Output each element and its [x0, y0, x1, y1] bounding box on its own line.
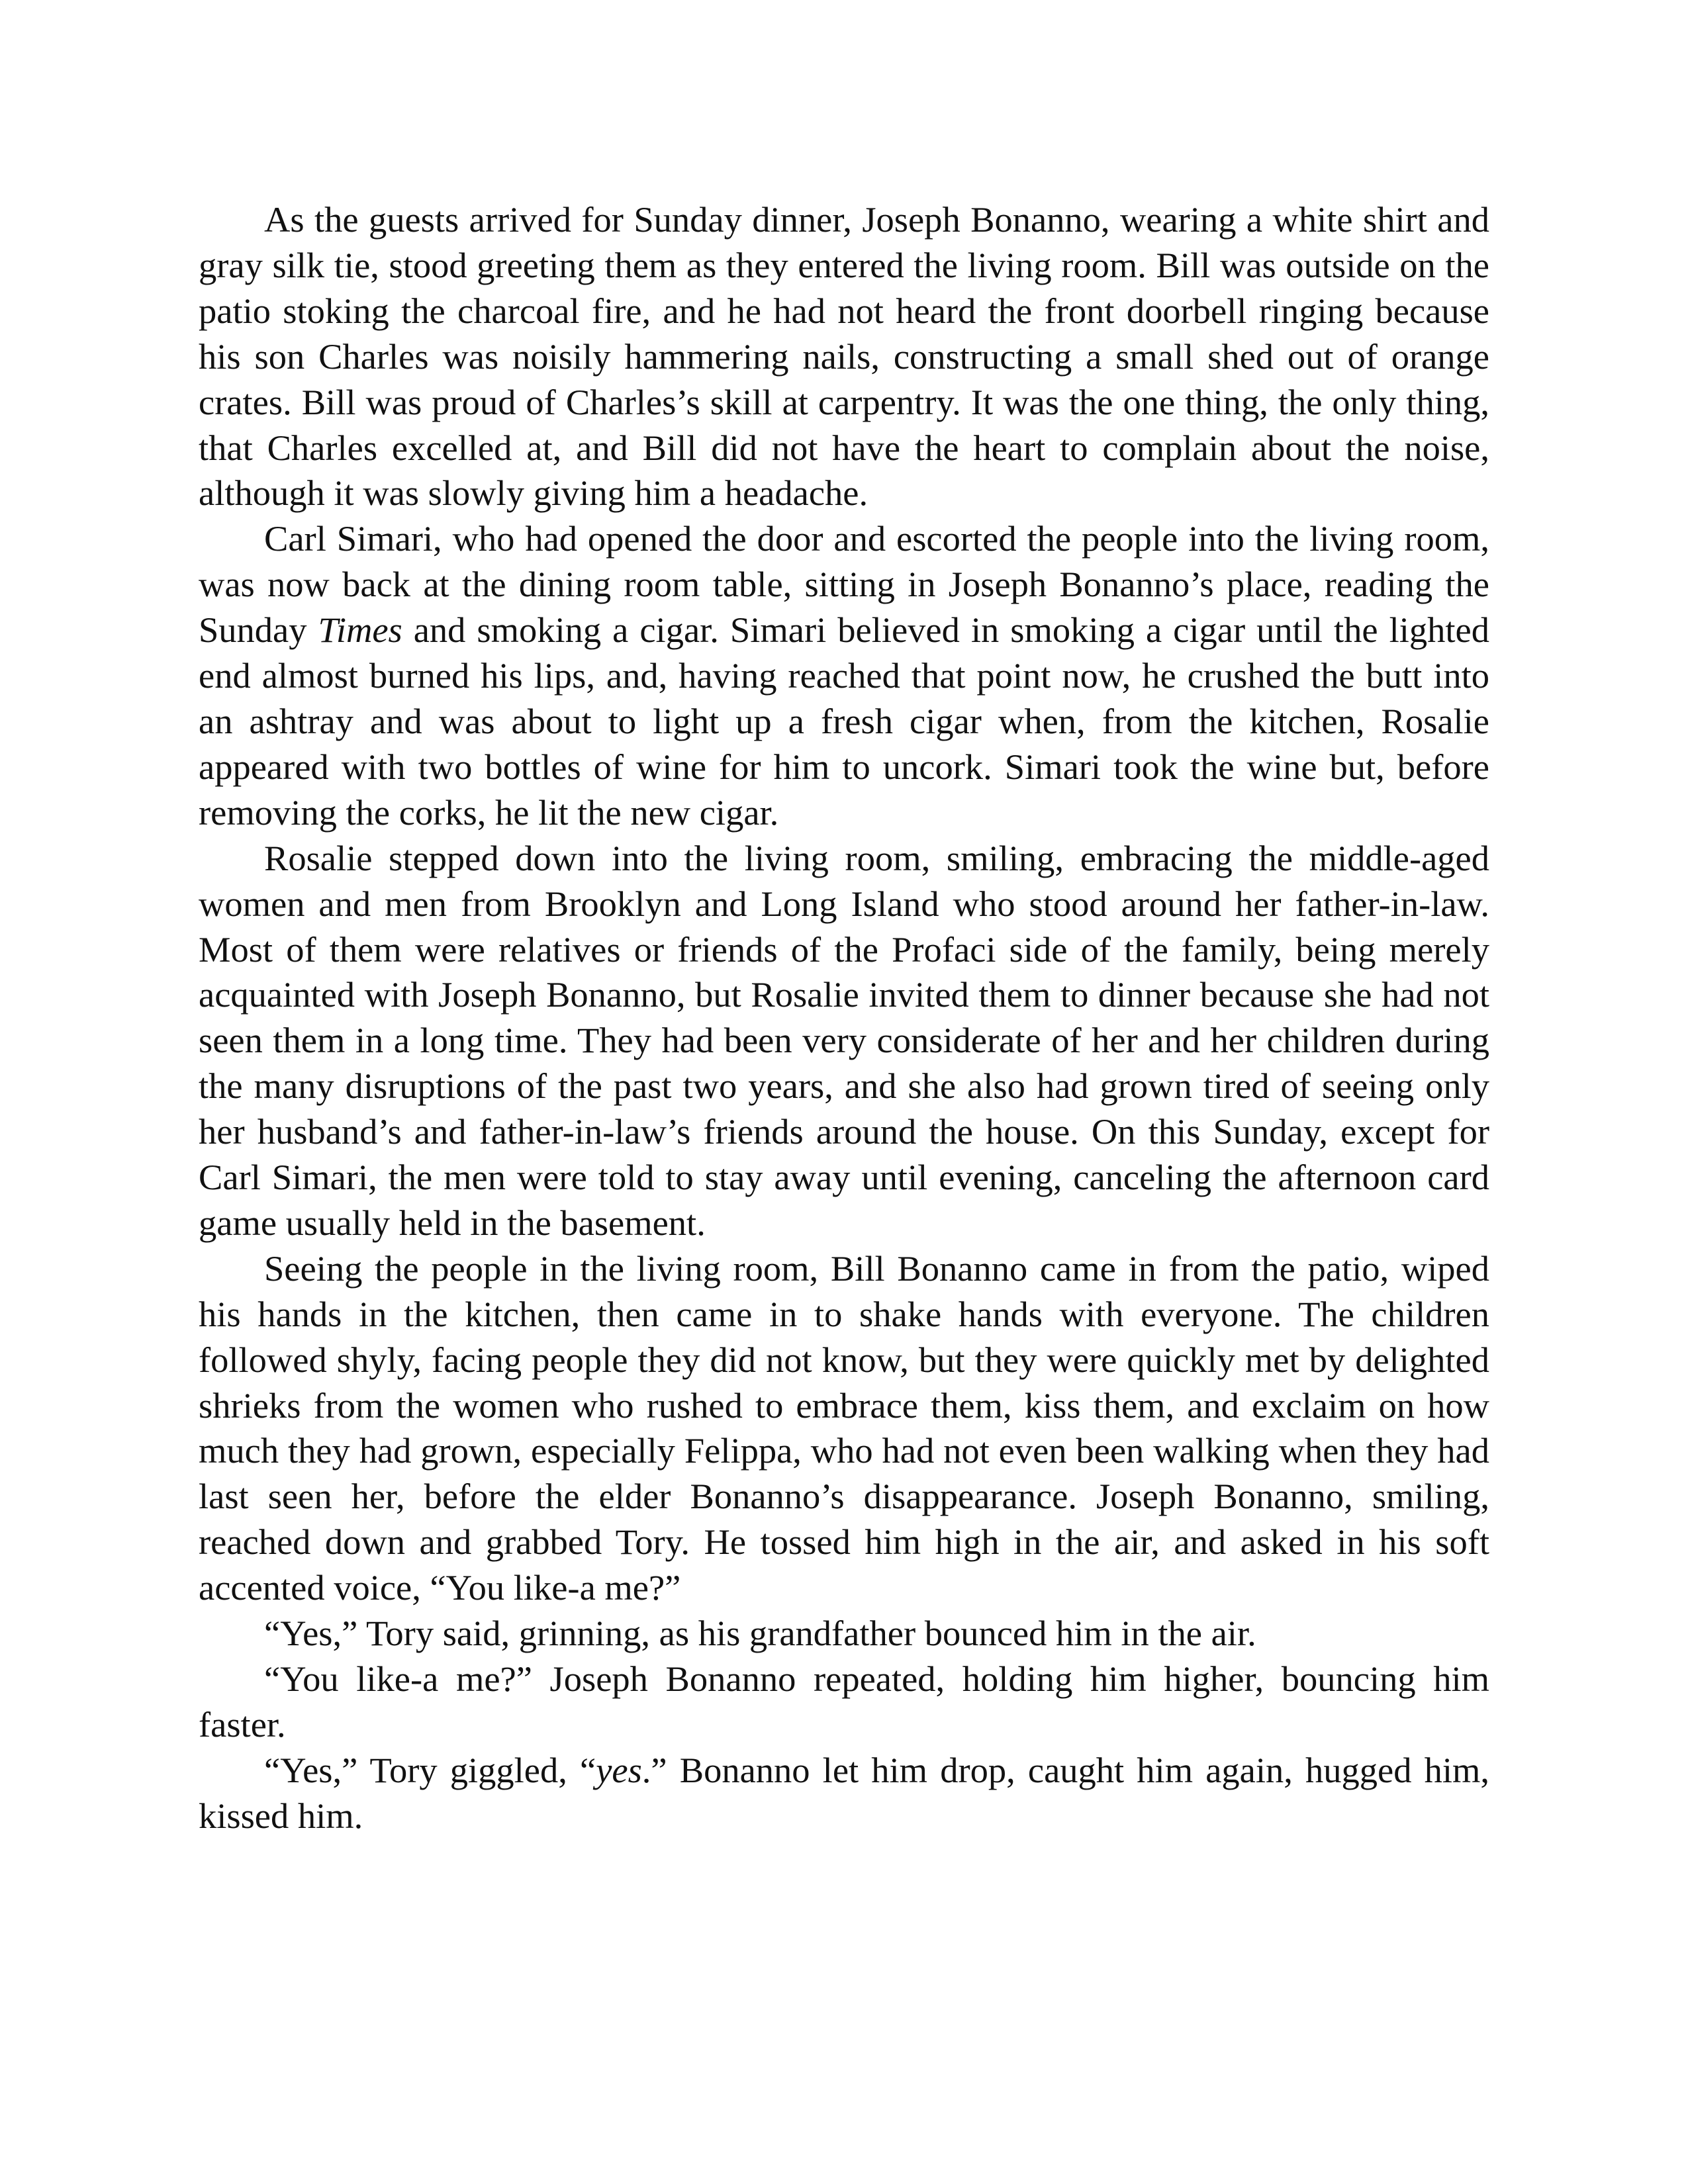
italic-text: yes	[596, 1749, 642, 1790]
paragraph	[199, 1748, 1489, 1839]
paragraph	[199, 836, 1489, 1246]
paragraph-text: .” Bonanno let him drop, caught him again, hugged him, kissed him.	[199, 1749, 1490, 1836]
paragraph-text: Seeing the people in the living room, Bill Bonanno came in from the patio, wiped his hands in the kitchen, then came in to shake hands with everyone. The children followed shyly, facing people they did not know, but they were quickly met by delighted shrieks from the women who rushed to embrace them, kiss them, and exclaim on how much they had grown, especially Felippa, who had not even been walking when they had last seen her, before the elder Bonanno’s disappearance. Joseph Bonanno, smiling, reached down and grabbed Tory. He tossed him high in the air, and asked in his soft accented voice, “You like-a me?”	[199, 1248, 1489, 1608]
paragraph	[199, 1657, 1489, 1748]
paragraph	[199, 1246, 1489, 1611]
paragraph-text: Rosalie stepped down into the living room, smiling, embracing the middle-aged women and men from Brooklyn and Long Island who stood around her father-in-law. Most of them were relatives or friends of the Profaci side of the family, being merely acquainted with Joseph Bonanno, but Rosalie invited them to dinner because she had not seen them in a long time. They had been very considerate of her and her children during the many disruptions of the past two years, and she also had grown tired of seeing only her husband’s and father-in-law’s friends around the house. On this Sunday, except for Carl Simari, the men were told to stay away until evening, canceling the afternoon card game usually held in the basement.	[199, 837, 1489, 1243]
paragraph-text: “Yes,” Tory giggled, “	[264, 1749, 596, 1790]
paragraph-text: Carl Simari, who had opened the door and escorted the people into the living room, was now back at the dining room table, sitting in Joseph Bonanno’s place, reading the Sunday	[199, 518, 1489, 651]
paragraph	[199, 1611, 1489, 1657]
italic-text: Times	[318, 610, 402, 651]
paragraph-text: and smoking a cigar. Simari believed in smoking a cigar until the lighted end almost burned his lips, and, having reached that point now, he crushed the butt into an ashtray and was about to light up a fresh cigar when, from the kitchen, Rosalie appeared with two bottles of wine for him to uncork. Simari took the wine but, before removing the corks, he lit the new cigar.	[199, 610, 1489, 833]
paragraph-text: “You like-a me?” Joseph Bonanno repeated, holding him higher, bouncing him faster.	[199, 1659, 1489, 1745]
paragraph	[199, 197, 1489, 516]
paragraph-text: As the guests arrived for Sunday dinner, Joseph Bonanno, wearing a white shirt and gray silk tie, stood greeting them as they entered the living room. Bill was outside on the patio stoking the charcoal fire, and he had not heard the front doorbell ringing because his son Charles was noisily hammering nails, constructing a small shed out of orange crates. Bill was proud of Charles’s skill at carpentry. It was the one thing, the only thing, that Charles excelled at, and Bill did not have the heart to complain about the noise, although it was slowly giving him a headache.	[199, 199, 1489, 514]
paragraph	[199, 516, 1489, 835]
body-text	[199, 197, 1489, 1839]
paragraph-text: “Yes,” Tory said, grinning, as his grandfather bounced him in the air.	[264, 1613, 1256, 1654]
